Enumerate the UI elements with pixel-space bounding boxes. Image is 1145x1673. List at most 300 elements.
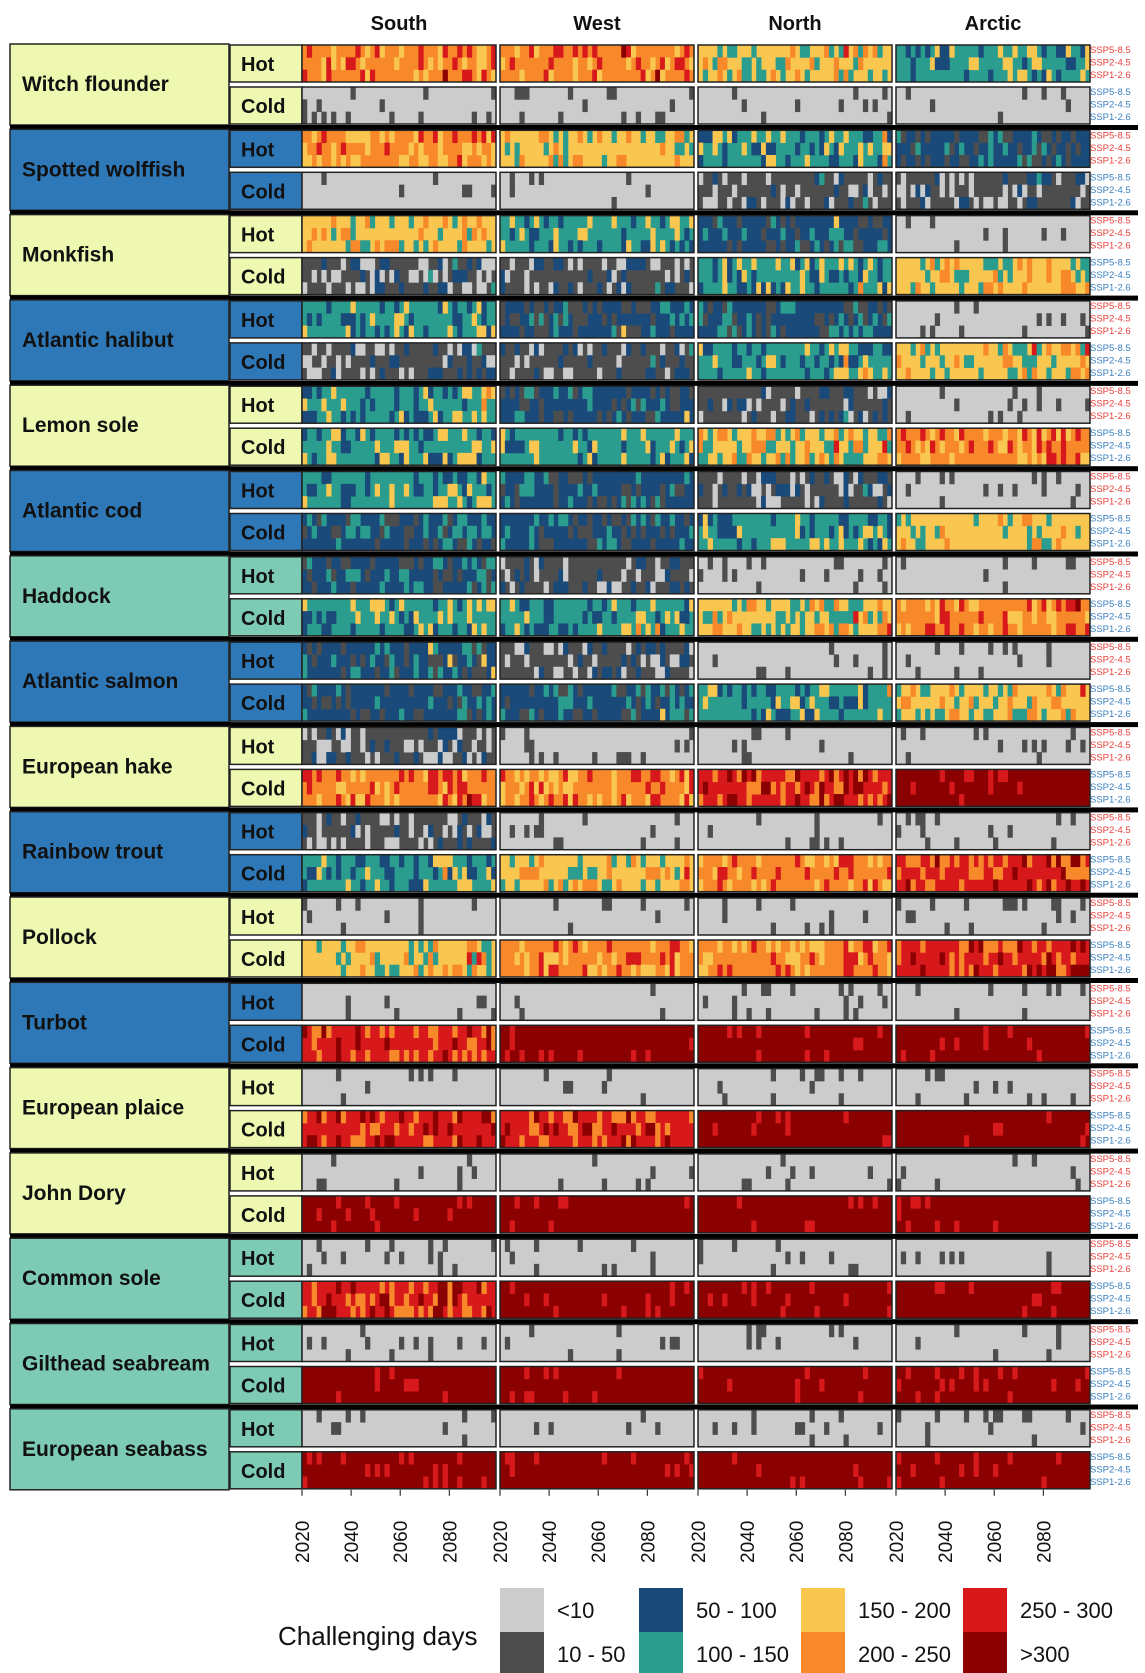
heatmap-cell [621, 155, 626, 168]
heatmap-cell [568, 411, 573, 424]
heatmap-cell [612, 1111, 617, 1124]
heatmap-cell [722, 282, 727, 295]
heatmap-cell [805, 70, 810, 83]
heatmap-cell [839, 526, 844, 539]
heatmap-cell [814, 313, 819, 326]
heatmap-cell [1032, 453, 1037, 466]
heatmap-cell [616, 965, 621, 978]
heatmap-cell [930, 879, 935, 892]
heatmap-cell [389, 867, 394, 880]
heatmap-cell [858, 952, 863, 965]
heatmap-cell [433, 952, 438, 965]
heatmap-cell [766, 484, 771, 497]
heatmap-cell [351, 709, 356, 722]
heatmap-cell [312, 526, 317, 539]
heatmap-cell [1027, 696, 1032, 709]
heatmap-cell [448, 557, 453, 570]
heatmap-cell [481, 130, 486, 143]
heatmap-cell [868, 130, 873, 143]
heatmap-cell [389, 343, 394, 356]
heatmap-cell [877, 301, 882, 314]
heatmap-cell [607, 867, 612, 880]
heatmap-cell [370, 1111, 375, 1124]
heatmap-cell [641, 1093, 646, 1106]
heatmap-cell [925, 599, 930, 612]
heatmap-cell [863, 326, 868, 339]
heatmap-cell [500, 727, 505, 740]
heatmap-cell [698, 313, 703, 326]
heatmap-cell [829, 326, 834, 339]
heatmap-cell [519, 484, 524, 497]
heatmap-cell [877, 282, 882, 295]
heatmap-cell [448, 1306, 453, 1319]
heatmap-cell [587, 667, 592, 680]
heatmap-cell [607, 855, 612, 868]
heatmap-cell [462, 343, 467, 356]
heatmap-cell [539, 557, 544, 570]
heatmap-cell [573, 343, 578, 356]
heatmap-cell [834, 599, 839, 612]
heatmap-cell [365, 216, 370, 229]
heatmap-cell [1061, 313, 1066, 326]
heatmap-cell [443, 569, 448, 582]
heatmap-cell [848, 355, 853, 368]
heatmap-cell [331, 1221, 336, 1234]
heatmap-cell [346, 752, 351, 765]
heatmap-cell [529, 386, 534, 399]
heatmap-cell [443, 1239, 448, 1252]
heatmap-cell [708, 557, 713, 570]
heatmap-cell [433, 782, 438, 795]
heatmap-cell [433, 581, 438, 594]
heatmap-cell [423, 526, 428, 539]
heatmap-cell [568, 368, 573, 381]
heatmap-cell [646, 368, 651, 381]
heatmap-cell [375, 240, 380, 253]
heatmap-cell [1061, 282, 1066, 295]
heatmap-cell [660, 240, 665, 253]
heatmap-cell [370, 952, 375, 965]
heatmap-cell [717, 965, 722, 978]
heatmap-cell [1051, 143, 1056, 156]
heatmap-cell [920, 684, 925, 697]
heatmap-cell [472, 667, 477, 680]
heatmap-cell [679, 879, 684, 892]
heatmap-cell [341, 1093, 346, 1106]
heatmap-cell [626, 411, 631, 424]
heatmap-cell [553, 898, 558, 911]
heatmap-cell [771, 216, 776, 229]
heatmap-cell [438, 684, 443, 697]
heatmap-cell [384, 837, 389, 850]
heatmap-cell [375, 441, 380, 454]
heatmap-cell [848, 258, 853, 271]
heatmap-cell [1022, 343, 1027, 356]
heatmap-cell [1003, 130, 1008, 143]
heatmap-cell [433, 684, 438, 697]
heatmap-cell [433, 569, 438, 582]
heatmap-cell [964, 355, 969, 368]
heatmap-cell [418, 441, 423, 454]
scenario-label: SSP2-4.5 [1090, 611, 1131, 623]
heatmap-cell [467, 1154, 472, 1167]
heatmap-cell [477, 727, 482, 740]
heatmap-cell [1012, 611, 1017, 624]
heatmap-cell [563, 684, 568, 697]
scenario-label: SSP1-2.6 [1090, 1434, 1131, 1446]
heatmap-cell [336, 1281, 341, 1294]
heatmap-cell [481, 794, 486, 807]
heatmap-cell [553, 411, 558, 424]
heatmap-cell [1022, 1008, 1027, 1021]
heatmap-cell [370, 70, 375, 83]
heatmap-cell [940, 696, 945, 709]
heatmap-cell [959, 684, 964, 697]
heatmap-cell [708, 428, 713, 441]
heatmap-cell [510, 386, 515, 399]
heatmap-cell [829, 526, 834, 539]
heatmap-cell [708, 343, 713, 356]
heatmap-cell [906, 216, 911, 229]
heatmap-cell [592, 709, 597, 722]
heatmap-cell [698, 1325, 892, 1362]
heatmap-cell [616, 667, 621, 680]
heatmap-cell [1075, 368, 1080, 381]
heatmap-cell [602, 313, 607, 326]
heatmap-cell [481, 282, 486, 295]
heatmap-cell [375, 752, 380, 765]
heatmap-cell [954, 1221, 959, 1234]
heatmap-cell [616, 1367, 621, 1380]
heatmap-cell [853, 441, 858, 454]
heatmap-cell [839, 1093, 844, 1106]
heatmap-cell [399, 1111, 404, 1124]
heatmap-cell [544, 1123, 549, 1136]
heatmap-cell [462, 1410, 467, 1423]
heatmap-cell [660, 143, 665, 156]
heatmap-cell [631, 769, 636, 782]
heatmap-cell [844, 965, 849, 978]
heatmap-cell [766, 326, 771, 339]
heatmap-cell [819, 923, 824, 936]
heatmap-cell [341, 940, 346, 953]
heatmap-cell [646, 965, 651, 978]
heatmap-cell [727, 258, 732, 271]
heatmap-cell [1080, 258, 1085, 271]
heatmap-cell [930, 258, 935, 271]
heatmap-cell [1046, 599, 1051, 612]
x-tick-label: 2060 [787, 1520, 809, 1563]
heatmap-cell [1017, 343, 1022, 356]
heatmap-cell [578, 453, 583, 466]
heatmap-cell [409, 940, 414, 953]
heatmap-cell [670, 399, 675, 412]
heatmap-cell [670, 240, 675, 253]
heatmap-cell [824, 794, 829, 807]
heatmap-cell [553, 667, 558, 680]
heatmap-cell [597, 57, 602, 70]
heatmap-cell [558, 258, 563, 271]
heatmap-cell [481, 496, 486, 509]
heatmap-cell [370, 557, 375, 570]
heatmap-cell [684, 794, 689, 807]
heatmap-cell [414, 1050, 419, 1063]
heatmap-cell [515, 569, 520, 582]
heatmap-cell [355, 825, 360, 838]
heatmap-cell [717, 879, 722, 892]
heatmap-cell [486, 130, 491, 143]
heatmap-cell [500, 472, 505, 485]
heatmap-cell [321, 855, 326, 868]
heatmap-cell [443, 965, 448, 978]
heatmap-cell [563, 569, 568, 582]
heatmap-cell [346, 879, 351, 892]
heatmap-cell [863, 1367, 868, 1380]
heatmap-cell [727, 879, 732, 892]
scenario-label: SSP2-4.5 [1090, 270, 1131, 282]
heatmap-cell [457, 709, 462, 722]
heatmap-cell [481, 1476, 486, 1489]
scenario-label: SSP2-4.5 [1090, 57, 1131, 69]
heatmap-cell [563, 343, 568, 356]
heatmap-cell [751, 623, 756, 636]
heatmap-cell [1008, 1081, 1013, 1094]
heatmap-cell [1022, 185, 1027, 198]
heatmap-cell [568, 258, 573, 271]
heatmap-cell [448, 867, 453, 880]
heatmap-cell [321, 696, 326, 709]
heatmap-cell [452, 411, 457, 424]
scenario-label: SSP5-8.5 [1090, 642, 1131, 654]
heatmap-cell [858, 57, 863, 70]
heatmap-cell [998, 1367, 1003, 1380]
heatmap-cell [660, 484, 665, 497]
heatmap-cell [1075, 867, 1080, 880]
heatmap-cell [771, 696, 776, 709]
heatmap-cell [945, 855, 950, 868]
heatmap-cell [433, 1111, 438, 1124]
heatmap-cell [819, 794, 824, 807]
heatmap-cell [1080, 898, 1085, 911]
heatmap-cell [646, 411, 651, 424]
heatmap-cell [896, 940, 901, 953]
heatmap-cell [500, 794, 505, 807]
heatmap-cell [732, 855, 737, 868]
heatmap-cell [452, 654, 457, 667]
heatmap-cell [486, 258, 491, 271]
heatmap-cell [780, 197, 785, 210]
heatmap-cell [756, 143, 761, 156]
heatmap-cell [848, 428, 853, 441]
heatmap-cell [404, 343, 409, 356]
scenario-label: SSP5-8.5 [1090, 215, 1131, 227]
heatmap-cell [785, 667, 790, 680]
heatmap-cell [920, 326, 925, 339]
heatmap-cell [925, 155, 930, 168]
heatmap-cell [331, 1422, 336, 1435]
heatmap-cell [636, 952, 641, 965]
heatmap-cell [771, 155, 776, 168]
heatmap-cell [457, 599, 462, 612]
heatmap-cell [915, 709, 920, 722]
heatmap-cell [1051, 623, 1056, 636]
species-label: Monkfish [22, 243, 115, 267]
heatmap-cell [722, 228, 727, 241]
heatmap-cell [839, 782, 844, 795]
heatmap-cell [486, 526, 491, 539]
heatmap-cell [563, 782, 568, 795]
heatmap-cell [940, 769, 945, 782]
heatmap-cell [679, 794, 684, 807]
heatmap-cell [592, 1391, 597, 1404]
heatmap-cell [868, 326, 873, 339]
heatmap-cell [853, 1337, 858, 1350]
heatmap-cell [882, 155, 887, 168]
heatmap-cell [805, 453, 810, 466]
heatmap-cell [500, 301, 505, 314]
heatmap-cell [549, 1111, 554, 1124]
cold-label: Cold [241, 607, 286, 630]
heatmap-cell [462, 696, 467, 709]
heatmap-cell [708, 514, 713, 527]
heatmap-cell [1051, 855, 1056, 868]
heatmap-cell [558, 411, 563, 424]
heatmap-cell [389, 879, 394, 892]
heatmap-cell [519, 599, 524, 612]
heatmap-cell [1061, 428, 1066, 441]
heatmap-cell [553, 782, 558, 795]
heatmap-cell [568, 1081, 573, 1094]
heatmap-cell [418, 45, 423, 58]
heatmap-cell [616, 752, 621, 765]
heatmap-cell [428, 453, 433, 466]
heatmap-cell [573, 940, 578, 953]
heatmap-cell [858, 782, 863, 795]
heatmap-cell [785, 57, 790, 70]
legend-swatch [801, 1588, 845, 1632]
heatmap-cell [1075, 965, 1080, 978]
heatmap-cell [805, 855, 810, 868]
heatmap-cell [747, 599, 752, 612]
scenario-label: SSP2-4.5 [1090, 952, 1131, 964]
x-tick-label: 2060 [985, 1520, 1007, 1563]
heatmap-cell [438, 453, 443, 466]
heatmap-cell [810, 143, 815, 156]
heatmap-cell [510, 258, 515, 271]
heatmap-cell [882, 282, 887, 295]
heatmap-cell [602, 496, 607, 509]
heatmap-cell [457, 1476, 462, 1489]
scenario-label: SSP2-4.5 [1090, 654, 1131, 666]
heatmap-cell [800, 240, 805, 253]
heatmap-cell [346, 996, 351, 1009]
heatmap-cell [544, 684, 549, 697]
heatmap-cell [578, 472, 583, 485]
heatmap-cell [945, 143, 950, 156]
heatmap-cell [568, 923, 573, 936]
heatmap-cell [844, 940, 849, 953]
heatmap-cell [844, 1111, 849, 1124]
heatmap-cell [829, 453, 834, 466]
heatmap-cell [341, 642, 346, 655]
heatmap-cell [428, 1050, 433, 1063]
heatmap-cell [438, 837, 443, 850]
heatmap-cell [331, 216, 336, 229]
heatmap-cell [1080, 355, 1085, 368]
heatmap-cell [959, 155, 964, 168]
heatmap-cell [641, 684, 646, 697]
scenario-label: SSP2-4.5 [1090, 184, 1131, 196]
heatmap-cell [766, 155, 771, 168]
heatmap-cell [1046, 258, 1051, 271]
heatmap-cell [747, 557, 752, 570]
heatmap-cell [326, 623, 331, 636]
heatmap-cell [370, 368, 375, 381]
heatmap-cell [863, 197, 868, 210]
heatmap-cell [452, 1025, 457, 1038]
scenario-label: SSP1-2.6 [1090, 155, 1131, 167]
heatmap-cell [1012, 867, 1017, 880]
heatmap-cell [592, 965, 597, 978]
heatmap-cell [597, 282, 602, 295]
heatmap-cell [1042, 1476, 1047, 1489]
heatmap-cell [331, 45, 336, 58]
heatmap-cell [636, 696, 641, 709]
heatmap-cell [988, 411, 993, 424]
heatmap-cell [587, 441, 592, 454]
heatmap-cell [675, 386, 680, 399]
heatmap-cell [969, 867, 974, 880]
heatmap-cell [612, 496, 617, 509]
heatmap-cell [428, 57, 433, 70]
heatmap-cell [751, 940, 756, 953]
heatmap-cell [423, 87, 428, 100]
heatmap-cell [341, 740, 346, 753]
heatmap-cell [414, 240, 419, 253]
heatmap-cell [360, 965, 365, 978]
heatmap-cell [360, 794, 365, 807]
heatmap-cell [988, 143, 993, 156]
heatmap-cell [438, 57, 443, 70]
heatmap-cell [858, 343, 863, 356]
heatmap-cell [732, 569, 737, 582]
heatmap-cell [355, 667, 360, 680]
heatmap-cell [457, 837, 462, 850]
heatmap-cell [810, 599, 815, 612]
heatmap-cell [438, 258, 443, 271]
heatmap-cell [438, 740, 443, 753]
heatmap-cell [553, 684, 558, 697]
heatmap-cell [486, 496, 491, 509]
heatmap-cell [457, 879, 462, 892]
heatmap-cell [742, 270, 747, 283]
heatmap-cell [515, 996, 520, 1009]
heatmap-cell [433, 623, 438, 636]
heatmap-cell [578, 684, 583, 697]
heatmap-cell [873, 965, 878, 978]
heatmap-cell [747, 368, 752, 381]
heatmap-cell [326, 411, 331, 424]
heatmap-cell [641, 654, 646, 667]
heatmap-cell [529, 472, 534, 485]
heatmap-cell [443, 70, 448, 83]
heatmap-cell [945, 45, 950, 58]
heatmap-cell [539, 538, 544, 551]
heatmap-cell [868, 258, 873, 271]
heatmap-cell [844, 696, 849, 709]
heatmap-cell [394, 1050, 399, 1063]
heatmap-cell [568, 526, 573, 539]
